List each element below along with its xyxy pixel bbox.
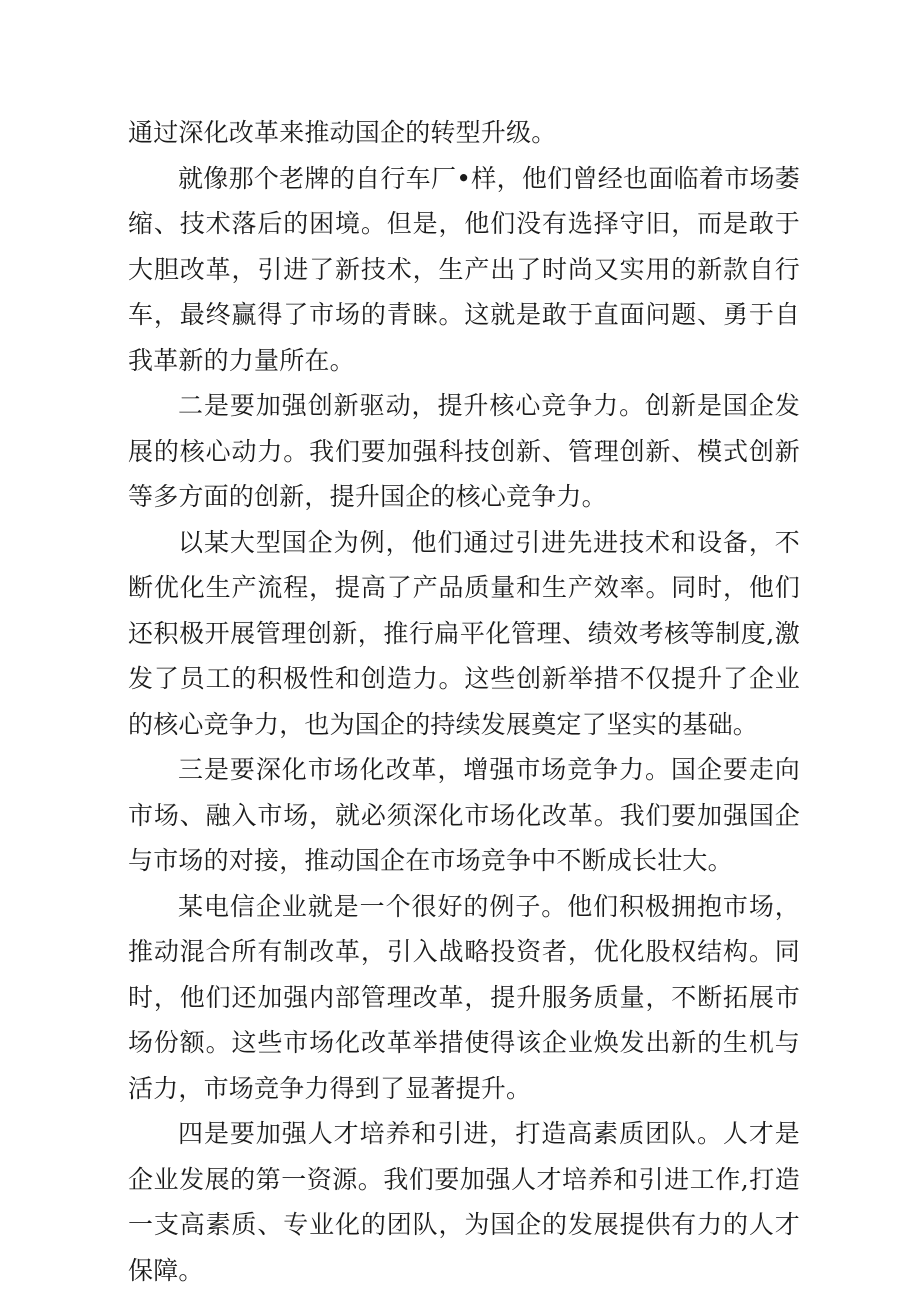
paragraph-4: 以某大型国企为例，他们通过引进先进技术和设备，不断优化生产流程，提高了产品质量和生产效率。同时，他们还积极开展管理创新，推行扁平化管理、绩效考核等制度,激发了员工的积极性和创造力。这些创新举措不仅提升了企业的核心竞争力，也为国企的持续发展奠定了坚实的基础。 — [128, 527, 800, 739]
paragraph-2: 就像那个老牌的自行车厂•样，他们曾经也面临着市场萎缩、技术落后的困境。但是，他们没有选择守旧，而是敢于大胆改革，引进了新技术，生产出了时尚又实用的新款自行车，最终赢得了市场的青睐。这就是敢于直面问题、勇于自我革新的力量所在。 — [128, 163, 800, 375]
body-text — [128, 110, 800, 1293]
paragraph-3: 二是要加强创新驱动，提升核心竞争力。创新是国企发展的核心动力。我们要加强科技创新、管理创新、模式创新等多方面的创新，提升国企的核心竞争力。 — [128, 391, 800, 511]
paragraph-5: 三是要深化市场化改革，增强市场竞争力。国企要走向市场、融入市场，就必须深化市场化改革。我们要加强国企与市场的对接，推动国企在市场竞争中不断成长壮大。 — [128, 755, 800, 875]
paragraph-1: 通过深化改革来推动国企的转型升级。 — [128, 118, 557, 147]
paragraph-6: 某电信企业就是一个很好的例子。他们积极拥抱市场，推动混合所有制改革，引入战略投资者，优化股权结构。同时，他们还加强内部管理改革，提升服务质量，不断拓展市场份额。这些市场化改革举措使得该企业焕发出新的生机与活力，市场竞争力得到了显著提升。 — [128, 891, 800, 1103]
paragraph-7: 四是要加强人才培养和引进，打造高素质团队。人才是企业发展的第一资源。我们要加强人才培养和引进工作,打造一支高素质、专业化的团队，为国企的发展提供有力的人才保障。 — [128, 1119, 800, 1285]
